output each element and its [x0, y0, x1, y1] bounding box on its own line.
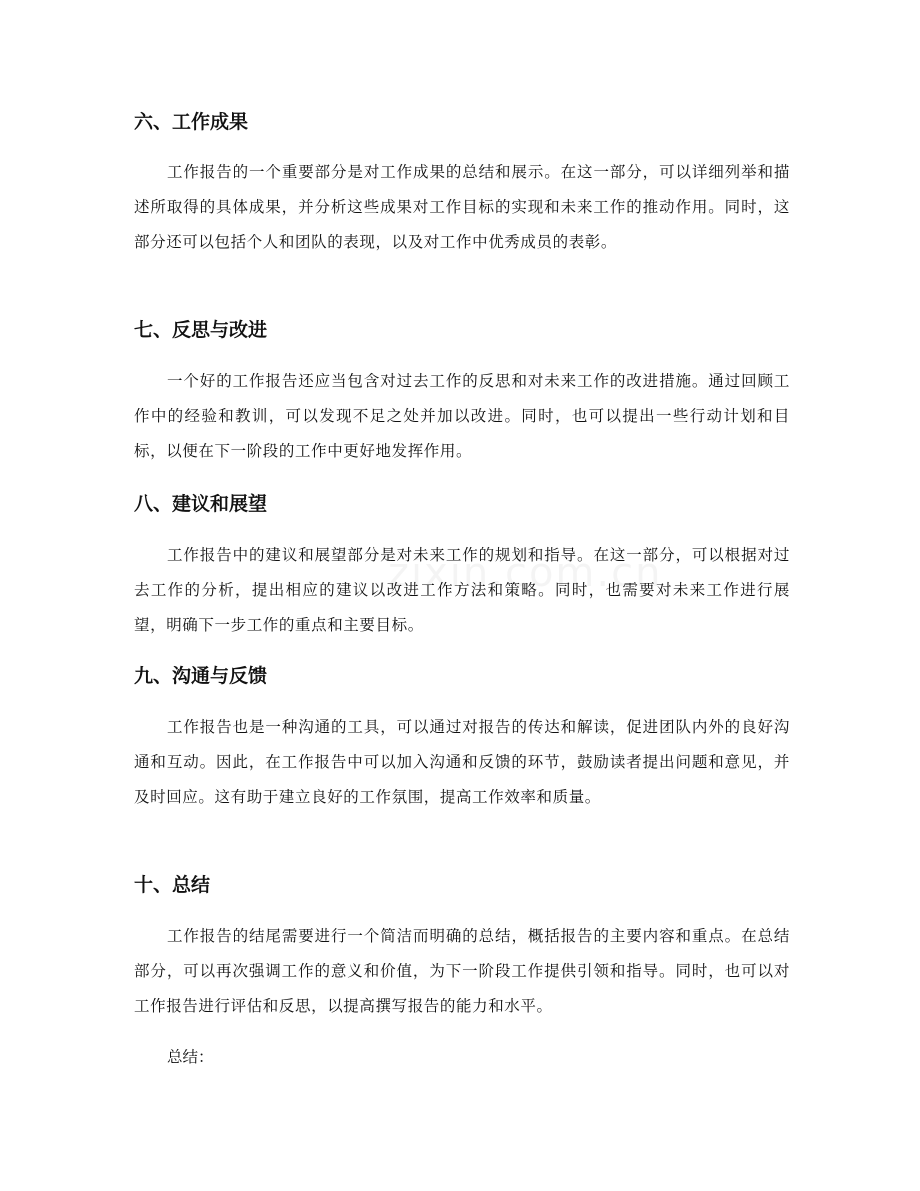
section-6-heading: 六、工作成果 [134, 111, 249, 133]
closing-label: 总结： [167, 1048, 214, 1066]
section-8-body: 工作报告中的建议和展望部分是对未来工作的规划和指导。在这一部分，可以根据对过去工作的分析，提出相应的建议以改进工作方法和策略。同时，也需要对未来工作进行展望，明确下一步工作的重点和主要目标。 [134, 546, 790, 634]
section-7-body: 一个好的工作报告还应当包含对过去工作的反思和对未来工作的改进措施。通过回顾工作中的经验和教训，可以发现不足之处并加以改进。同时，也可以提出一些行动计划和目标，以便在下一阶段的工作中更好地发挥作用。 [134, 372, 790, 460]
section-9-heading: 九、沟通与反馈 [134, 665, 268, 687]
section-9-body: 工作报告也是一种沟通的工具，可以通过对报告的传达和解读，促进团队内外的良好沟通和互动。因此，在工作报告中可以加入沟通和反馈的环节，鼓励读者提出问题和意见，并及时回应。这有助于建立良好的工作氛围，提高工作效率和质量。 [134, 718, 790, 806]
section-6-body: 工作报告的一个重要部分是对工作成果的总结和展示。在这一部分，可以详细列举和描述所取得的具体成果，并分析这些成果对工作目标的实现和未来工作的推动作用。同时，这部分还可以包括个人和团队的表现，以及对工作中优秀成员的表彰。 [134, 163, 790, 251]
section-10-body: 工作报告的结尾需要进行一个简洁而明确的总结，概括报告的主要内容和重点。在总结部分，可以再次强调工作的意义和价值，为下一阶段工作提供引领和指导。同时，也可以对工作报告进行评估和反思，以提高撰写报告的能力和水平。 [134, 927, 790, 1015]
watermark [388, 550, 662, 596]
section-7-heading: 七、反思与改进 [134, 319, 268, 341]
section-8-heading: 八、建议和展望 [134, 493, 268, 515]
section-10-heading: 十、总结 [134, 874, 211, 896]
